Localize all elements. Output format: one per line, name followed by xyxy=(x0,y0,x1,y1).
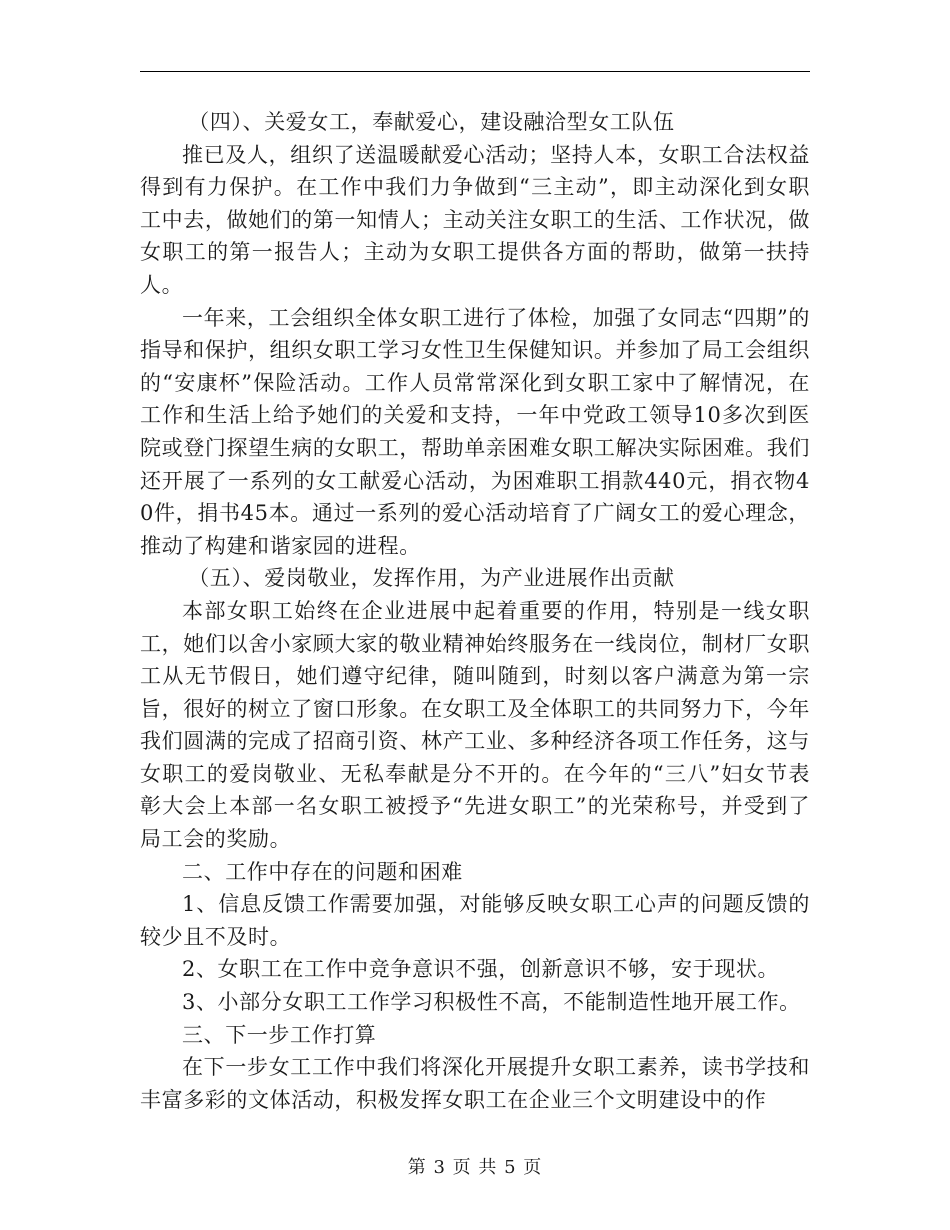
page-number-footer xyxy=(0,1153,950,1179)
footer-prefix: 第 xyxy=(407,1157,427,1178)
section-heading-plans: 三、下一步工作打算 xyxy=(182,1022,377,1047)
paragraph: 一年来，工会组织全体女职工进行了体检，加强了女同志“四期”的指导和保护，组织女职工学习女性卫生保健知识。并参加了局工会组织的“安康杯”保险活动。工作人员常常深化到女职工家中了解情况，在工作和生活上给予她们的关爱和支持，一年中党政工领导10多次到医院或登门探望生病的女职工，帮助单亲困难女职工解决实际困难。我们还开展了一系列的女工献爱心活动，为困难职工捐款440元，捐衣物40件，捐书45本。通过一系列的爱心活动培育了广阔女工的爱心理念，推动了构建和谐家园的进程。 xyxy=(140,305,810,558)
document-body xyxy=(140,106,810,1116)
total-pages-number: 5 xyxy=(504,1157,517,1178)
paragraph: 推已及人，组织了送温暖献爱心活动；坚持人本，女职工合法权益得到有力保护。在工作中我们力争做到“三主动”，即主动深化到女职工中去，做她们的第一知情人；主动关注女职工的生活、工作状况，做女职工的第一报告人；主动为女职工提供各方面的帮助，做第一扶持人。 xyxy=(140,142,810,297)
section-heading-4: （四）、关爱女工，奉献爱心，建设融洽型女工队伍 xyxy=(188,110,675,134)
list-item: 1、信息反馈工作需要加强，对能够反映女职工心声的问题反馈的较少且不及时。 xyxy=(140,892,810,949)
section-heading-problems: 二、工作中存在的问题和困难 xyxy=(182,859,463,884)
footer-page-label: 页 xyxy=(452,1157,472,1178)
paragraph: 在下一步女工工作中我们将深化开展提升女职工素养，读书学技和丰富多彩的文体活动，积极发挥女职工在企业三个文明建设中的作 xyxy=(140,1055,810,1112)
list-item: 3、小部分女职工工作学习积极性不高，不能制造性地开展工作。 xyxy=(182,990,801,1015)
paragraph: 本部女职工始终在企业进展中起着重要的作用，特别是一线女职工，她们以舍小家顾大家的敬业精神始终服务在一线岗位，制材厂女职工从无节假日，她们遵守纪律，随叫随到，时刻以客户满意为第一宗旨，很好的树立了窗口形象。在女职工及全体职工的共同努力下，今年我们圆满的完成了招商引资、林产工业、多种经济各项工作任务，这与女职工的爱岗敬业、无私奉献是分不开的。在今年的“三八”妇女节表彰大会上本部一名女职工被授予“先进女职工”的光荣称号，并受到了局工会的奖励。 xyxy=(140,598,810,852)
list-item: 2、女职工在工作中竞争意识不强，创新意识不够，安于现状。 xyxy=(182,957,780,982)
footer-total-label: 共 xyxy=(478,1157,498,1178)
current-page-number: 3 xyxy=(433,1157,446,1178)
footer-suffix: 页 xyxy=(523,1157,543,1178)
header-rule xyxy=(140,71,810,72)
section-heading-5: （五）、爱岗敬业，发挥作用，为产业进展作出贡献 xyxy=(188,566,675,591)
